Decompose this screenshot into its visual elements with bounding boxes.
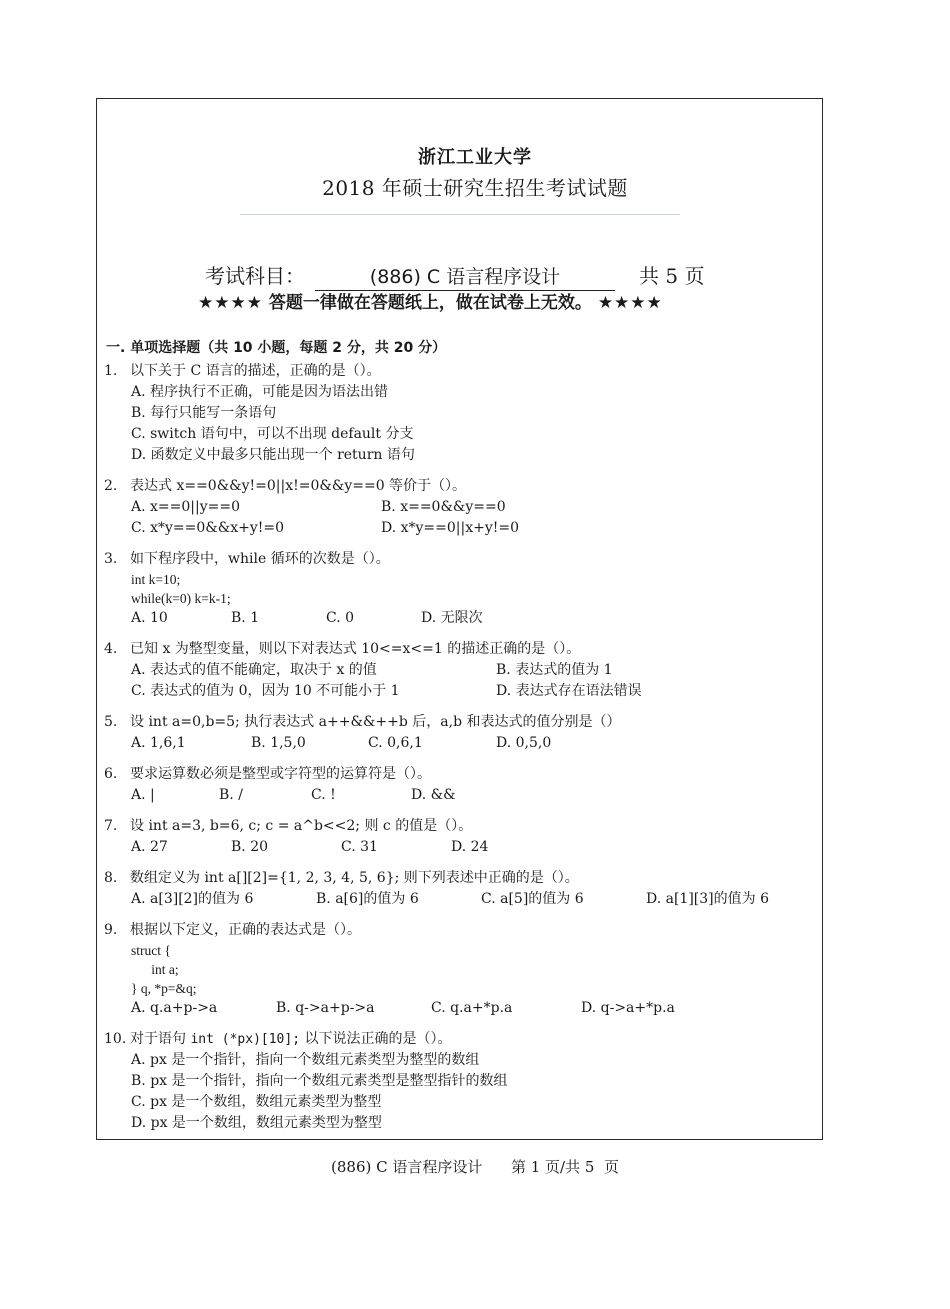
question-number: 9. (104, 922, 118, 938)
question-gap (104, 629, 804, 637)
option-c: C. x*y==0&&x+y!=0 (131, 520, 285, 536)
code-line: struct { (131, 943, 171, 958)
code-line: while(k=0) k=k-1; (131, 591, 231, 606)
question-gap (104, 910, 804, 918)
notice-text: 答题一律做在答题纸上，做在试卷上无效。 (268, 293, 592, 313)
code-line: int k=10; (131, 572, 181, 587)
question-stem (104, 639, 804, 660)
question-6 (104, 764, 804, 806)
options-row (131, 785, 804, 806)
option-b: B. q->a+p->a (276, 1000, 375, 1016)
question-number: 10. (104, 1031, 127, 1047)
option-d: D. 表达式存在语法错误 (496, 683, 642, 699)
option-d: D. && (411, 787, 456, 803)
question-stem (104, 920, 804, 941)
question-9 (104, 920, 804, 1019)
question-text: 如下程序段中，while 循环的次数是（）。 (130, 551, 390, 567)
question-stem (104, 476, 804, 497)
options-row (131, 681, 804, 702)
option-a: A. x==0||y==0 (131, 499, 240, 515)
option-b: B. 表达式的值为 1 (496, 662, 613, 678)
option-b: B. 每行只能写一条语句 (131, 405, 277, 421)
option-b: B. 1 (231, 610, 260, 626)
option-c: C. 0,6,1 (368, 735, 423, 751)
question-3 (104, 549, 804, 629)
option-c: C. px 是一个数组，数组元素类型为整型 (131, 1094, 382, 1110)
question-text: 以下说法正确的是（）。 (300, 1031, 452, 1047)
question-gap (104, 806, 804, 814)
option-d: D. a[1][3]的值为 6 (646, 891, 769, 907)
option-b: B. a[6]的值为 6 (316, 891, 419, 907)
question-2 (104, 476, 804, 539)
question-text: 设 int a=0,b=5; 执行表达式 a++&&++b 后，a,b 和表达式的值分别是（） (130, 714, 621, 730)
subject-value: (886) C 语言程序设计 (315, 262, 615, 291)
question-text: 要求运算数必须是整型或字符型的运算符是（）。 (130, 766, 431, 782)
question-text: 根据以下定义，正确的表达式是（）。 (130, 922, 361, 938)
question-number: 7. (104, 818, 118, 834)
option-a: A. q.a+p->a (131, 1000, 218, 1016)
question-gap (104, 754, 804, 762)
options-row (131, 382, 804, 403)
option-d: D. x*y==0||x+y!=0 (381, 520, 520, 536)
question-text: 表达式 x==0&&y!=0||x!=0&&y==0 等价于（）。 (130, 478, 467, 494)
option-a: A. px 是一个指针，指向一个数组元素类型为整型的数组 (131, 1052, 480, 1068)
option-d: D. 函数定义中最多只能出现一个 return 语句 (131, 447, 415, 463)
answer-notice (198, 288, 663, 313)
question-number: 5. (104, 714, 118, 730)
question-4 (104, 639, 804, 702)
option-c: C. 31 (341, 839, 378, 855)
options-row (131, 1092, 804, 1113)
question-7 (104, 816, 804, 858)
option-a: A. 表达式的值不能确定，取决于 x 的值 (131, 662, 377, 678)
exam-title: 2018 年硕士研究生招生考试试题 (322, 176, 628, 200)
option-c: C. 0 (326, 610, 355, 626)
options-row (131, 660, 804, 681)
option-d: D. 0,5,0 (496, 735, 552, 751)
question-8 (104, 868, 804, 910)
question-text: 以下关于 C 语言的描述，正确的是（）。 (130, 363, 381, 379)
subject-line (205, 260, 704, 291)
options-row (131, 1050, 804, 1071)
option-d: D. q->a+*p.a (581, 1000, 675, 1016)
question-number: 3. (104, 551, 118, 567)
option-c: C. switch 语句中，可以不出现 default 分支 (131, 426, 414, 442)
option-c: C. 表达式的值为 0，因为 10 不可能小于 1 (131, 683, 400, 699)
school-name: 浙江工业大学 (418, 147, 532, 168)
option-a: A. 27 (131, 839, 168, 855)
question-number: 2. (104, 478, 118, 494)
subject-label: 考试科目： (205, 264, 305, 288)
code-line: int a; (131, 962, 179, 977)
question-text: 数组定义为 int a[][2]={1, 2, 3, 4, 5, 6}; 则下列表述中正确的是（）。 (130, 870, 579, 886)
question-stem (104, 764, 804, 785)
question-stem (104, 1029, 804, 1050)
page-footer: (886) C 语言程序设计 第 1 页/共 5 页 (331, 1158, 619, 1176)
question-text: 对于语句 (130, 1031, 191, 1047)
option-c: C. a[5]的值为 6 (481, 891, 584, 907)
options-row (131, 497, 804, 518)
question-10 (104, 1029, 804, 1134)
option-d: D. 24 (451, 839, 489, 855)
question-text: 设 int a=3, b=6, c; c = a^b<<2; 则 c 的值是（）。 (130, 818, 473, 834)
notice-stars-right: ★★★★ (597, 293, 663, 313)
question-number: 1. (104, 363, 118, 379)
options-row (131, 1113, 804, 1134)
option-b: B. 1,5,0 (251, 735, 306, 751)
question-stem (104, 361, 804, 382)
question-number: 4. (104, 641, 118, 657)
question-number: 6. (104, 766, 118, 782)
question-code-inline: int (*px)[10]; (190, 1032, 301, 1047)
code-line: } q, *p=&q; (131, 981, 197, 996)
notice-stars-left: ★★★★ (198, 293, 263, 313)
options-row (131, 424, 804, 445)
options-row (131, 445, 804, 466)
option-c: C. ! (311, 787, 336, 803)
option-c: C. q.a+*p.a (431, 1000, 513, 1016)
question-gap (104, 702, 804, 710)
options-row (131, 518, 804, 539)
question-text: 已知 x 为整型变量，则以下对表达式 10<=x<=1 的描述正确的是（）。 (130, 641, 581, 657)
option-a: A. | (131, 787, 155, 803)
options-row (131, 1071, 804, 1092)
options-row (131, 837, 804, 858)
options-row (131, 608, 804, 629)
question-list (104, 338, 804, 1134)
option-a: A. 1,6,1 (131, 735, 186, 751)
option-a: A. a[3][2]的值为 6 (131, 891, 254, 907)
total-pages: 共 5 页 (639, 264, 705, 288)
option-d: D. px 是一个数组，数组元素类型为整型 (131, 1115, 382, 1131)
question-gap (104, 858, 804, 866)
question-stem (104, 712, 804, 733)
question-1 (104, 361, 804, 466)
title-divider (240, 214, 680, 215)
option-a: A. 程序执行不正确，可能是因为语法出错 (131, 384, 389, 400)
option-b: B. 20 (231, 839, 269, 855)
options-row (131, 403, 804, 424)
question-stem (104, 549, 804, 570)
options-row (131, 889, 804, 910)
question-gap (104, 466, 804, 474)
option-b: B. px 是一个指针，指向一个数组元素类型是整型指针的数组 (131, 1073, 508, 1089)
question-gap (104, 539, 804, 547)
option-b: B. x==0&&y==0 (381, 499, 506, 515)
question-stem (104, 816, 804, 837)
option-a: A. 10 (131, 610, 168, 626)
option-b: B. / (219, 787, 243, 803)
question-gap (104, 1019, 804, 1027)
options-row (131, 733, 804, 754)
section-heading: 一. 单项选择题（共 10 小题，每题 2 分，共 20 分） (106, 340, 447, 356)
question-5 (104, 712, 804, 754)
question-number: 8. (104, 870, 118, 886)
option-d: D. 无限次 (421, 610, 483, 626)
question-stem (104, 868, 804, 889)
options-row (131, 998, 804, 1019)
